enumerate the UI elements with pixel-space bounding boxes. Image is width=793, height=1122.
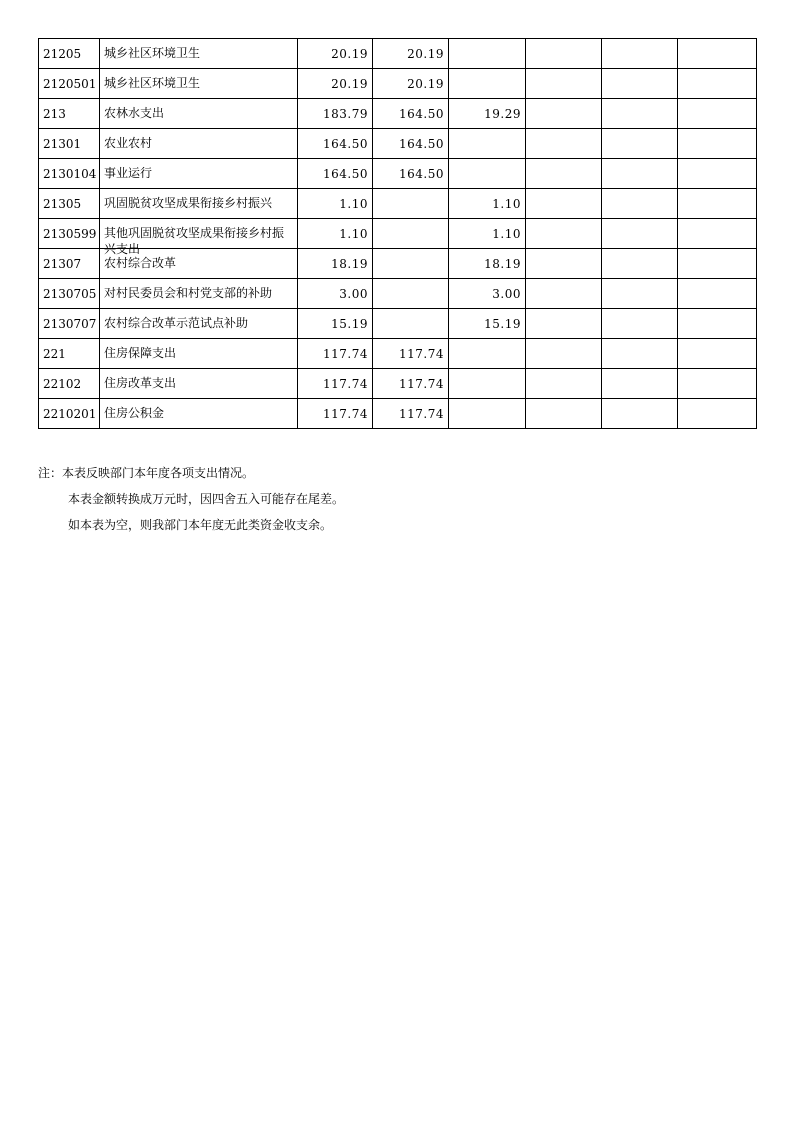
cell-col5 (602, 309, 678, 339)
cell-col6 (678, 369, 757, 399)
cell-name-text: 住房改革支出 (104, 375, 177, 390)
cell-code: 21307 (39, 249, 100, 279)
cell-code: 213 (39, 99, 100, 129)
cell-col6 (678, 39, 757, 69)
cell-col5 (602, 189, 678, 219)
cell-col4 (526, 159, 602, 189)
cell-col4 (526, 399, 602, 429)
cell-code: 2120501 (39, 69, 100, 99)
cell-col5 (602, 99, 678, 129)
cell-total: 3.00 (298, 279, 373, 309)
cell-project (449, 159, 526, 189)
cell-total: 20.19 (298, 39, 373, 69)
cell-basic: 117.74 (373, 369, 449, 399)
cell-basic: 117.74 (373, 399, 449, 429)
cell-col6 (678, 159, 757, 189)
cell-name (100, 309, 298, 339)
cell-basic (373, 189, 449, 219)
cell-total: 1.10 (298, 219, 373, 249)
table-row (39, 219, 757, 249)
cell-code: 2130104 (39, 159, 100, 189)
cell-total: 20.19 (298, 69, 373, 99)
cell-col4 (526, 39, 602, 69)
cell-basic: 20.19 (373, 39, 449, 69)
cell-col5 (602, 39, 678, 69)
table-row (39, 309, 757, 339)
cell-col5 (602, 339, 678, 369)
cell-col6 (678, 249, 757, 279)
cell-name (100, 369, 298, 399)
cell-name-text: 农业农村 (104, 135, 153, 150)
cell-total: 164.50 (298, 159, 373, 189)
cell-col5 (602, 399, 678, 429)
cell-col6 (678, 399, 757, 429)
cell-col6 (678, 189, 757, 219)
cell-name (100, 159, 298, 189)
cell-total: 15.19 (298, 309, 373, 339)
cell-basic (373, 249, 449, 279)
cell-name (100, 279, 298, 309)
cell-name-text: 住房保障支出 (104, 345, 177, 360)
cell-col5 (602, 69, 678, 99)
table-row (39, 69, 757, 99)
cell-basic (373, 309, 449, 339)
cell-basic: 117.74 (373, 339, 449, 369)
table-body (39, 39, 757, 429)
cell-col4 (526, 249, 602, 279)
cell-col5 (602, 219, 678, 249)
cell-col6 (678, 69, 757, 99)
cell-project: 19.29 (449, 99, 526, 129)
cell-project (449, 69, 526, 99)
cell-name-text: 农村综合改革 (104, 255, 177, 270)
cell-name-text: 农村综合改革示范试点补助 (104, 315, 249, 330)
cell-name (100, 399, 298, 429)
cell-name (100, 69, 298, 99)
cell-name (100, 189, 298, 219)
cell-name (100, 99, 298, 129)
cell-name (100, 39, 298, 69)
cell-col4 (526, 129, 602, 159)
cell-basic: 164.50 (373, 159, 449, 189)
cell-project: 1.10 (449, 189, 526, 219)
cell-col6 (678, 279, 757, 309)
cell-name-text: 农林水支出 (104, 105, 165, 120)
cell-col6 (678, 309, 757, 339)
cell-basic: 164.50 (373, 99, 449, 129)
cell-col6 (678, 99, 757, 129)
cell-project (449, 369, 526, 399)
cell-name (100, 219, 298, 256)
table-row (39, 39, 757, 69)
cell-project (449, 339, 526, 369)
note-line-3: 如本表为空，则我部门本年度无此类资金收支余。 (68, 518, 333, 532)
cell-code: 2130599 (39, 219, 100, 249)
cell-code: 22102 (39, 369, 100, 399)
expenditure-table (38, 38, 757, 429)
cell-basic (373, 219, 449, 249)
table-row (39, 279, 757, 309)
cell-project: 18.19 (449, 249, 526, 279)
cell-code: 2130705 (39, 279, 100, 309)
table-row (39, 99, 757, 129)
cell-name-text: 对村民委员会和村党支部的补助 (104, 285, 273, 300)
note-line-1: 注：本表反映部门本年度各项支出情况。 (38, 466, 255, 480)
cell-name-text: 其他巩固脱贫攻坚成果衔接乡村振兴支出 (104, 225, 285, 256)
table-row (39, 249, 757, 279)
cell-project: 3.00 (449, 279, 526, 309)
cell-total: 18.19 (298, 249, 373, 279)
cell-name (100, 129, 298, 159)
cell-code: 21301 (39, 129, 100, 159)
table-row (39, 399, 757, 429)
table-row (39, 129, 757, 159)
cell-col5 (602, 129, 678, 159)
table-row (39, 159, 757, 189)
cell-col4 (526, 99, 602, 129)
cell-project: 15.19 (449, 309, 526, 339)
cell-name-text: 城乡社区环境卫生 (104, 75, 201, 90)
cell-col5 (602, 249, 678, 279)
cell-project (449, 399, 526, 429)
cell-col4 (526, 219, 602, 249)
cell-basic (373, 279, 449, 309)
cell-col4 (526, 339, 602, 369)
cell-col4 (526, 309, 602, 339)
cell-code: 21205 (39, 39, 100, 69)
cell-code: 2210201 (39, 399, 100, 429)
table-notes (38, 460, 344, 538)
cell-col5 (602, 369, 678, 399)
table-row (39, 339, 757, 369)
cell-total: 1.10 (298, 189, 373, 219)
cell-project (449, 39, 526, 69)
cell-col4 (526, 189, 602, 219)
cell-project (449, 129, 526, 159)
cell-total: 117.74 (298, 369, 373, 399)
cell-code: 2130707 (39, 309, 100, 339)
cell-total: 183.79 (298, 99, 373, 129)
cell-col5 (602, 159, 678, 189)
cell-name-text: 城乡社区环境卫生 (104, 45, 201, 60)
note-line-2: 本表金额转换成万元时，因四舍五入可能存在尾差。 (68, 492, 345, 506)
cell-name-text: 事业运行 (104, 165, 153, 180)
cell-code: 21305 (39, 189, 100, 219)
cell-name-text: 住房公积金 (104, 405, 165, 420)
table-row (39, 369, 757, 399)
cell-col5 (602, 279, 678, 309)
cell-name (100, 339, 298, 369)
cell-total: 117.74 (298, 339, 373, 369)
cell-name-text: 巩固脱贫攻坚成果衔接乡村振兴 (104, 195, 273, 210)
cell-col4 (526, 369, 602, 399)
cell-col6 (678, 339, 757, 369)
cell-basic: 20.19 (373, 69, 449, 99)
cell-col6 (678, 219, 757, 249)
cell-col6 (678, 129, 757, 159)
cell-col4 (526, 69, 602, 99)
cell-code: 221 (39, 339, 100, 369)
cell-total: 164.50 (298, 129, 373, 159)
cell-project: 1.10 (449, 219, 526, 249)
table-row (39, 189, 757, 219)
cell-basic: 164.50 (373, 129, 449, 159)
cell-col4 (526, 279, 602, 309)
cell-total: 117.74 (298, 399, 373, 429)
